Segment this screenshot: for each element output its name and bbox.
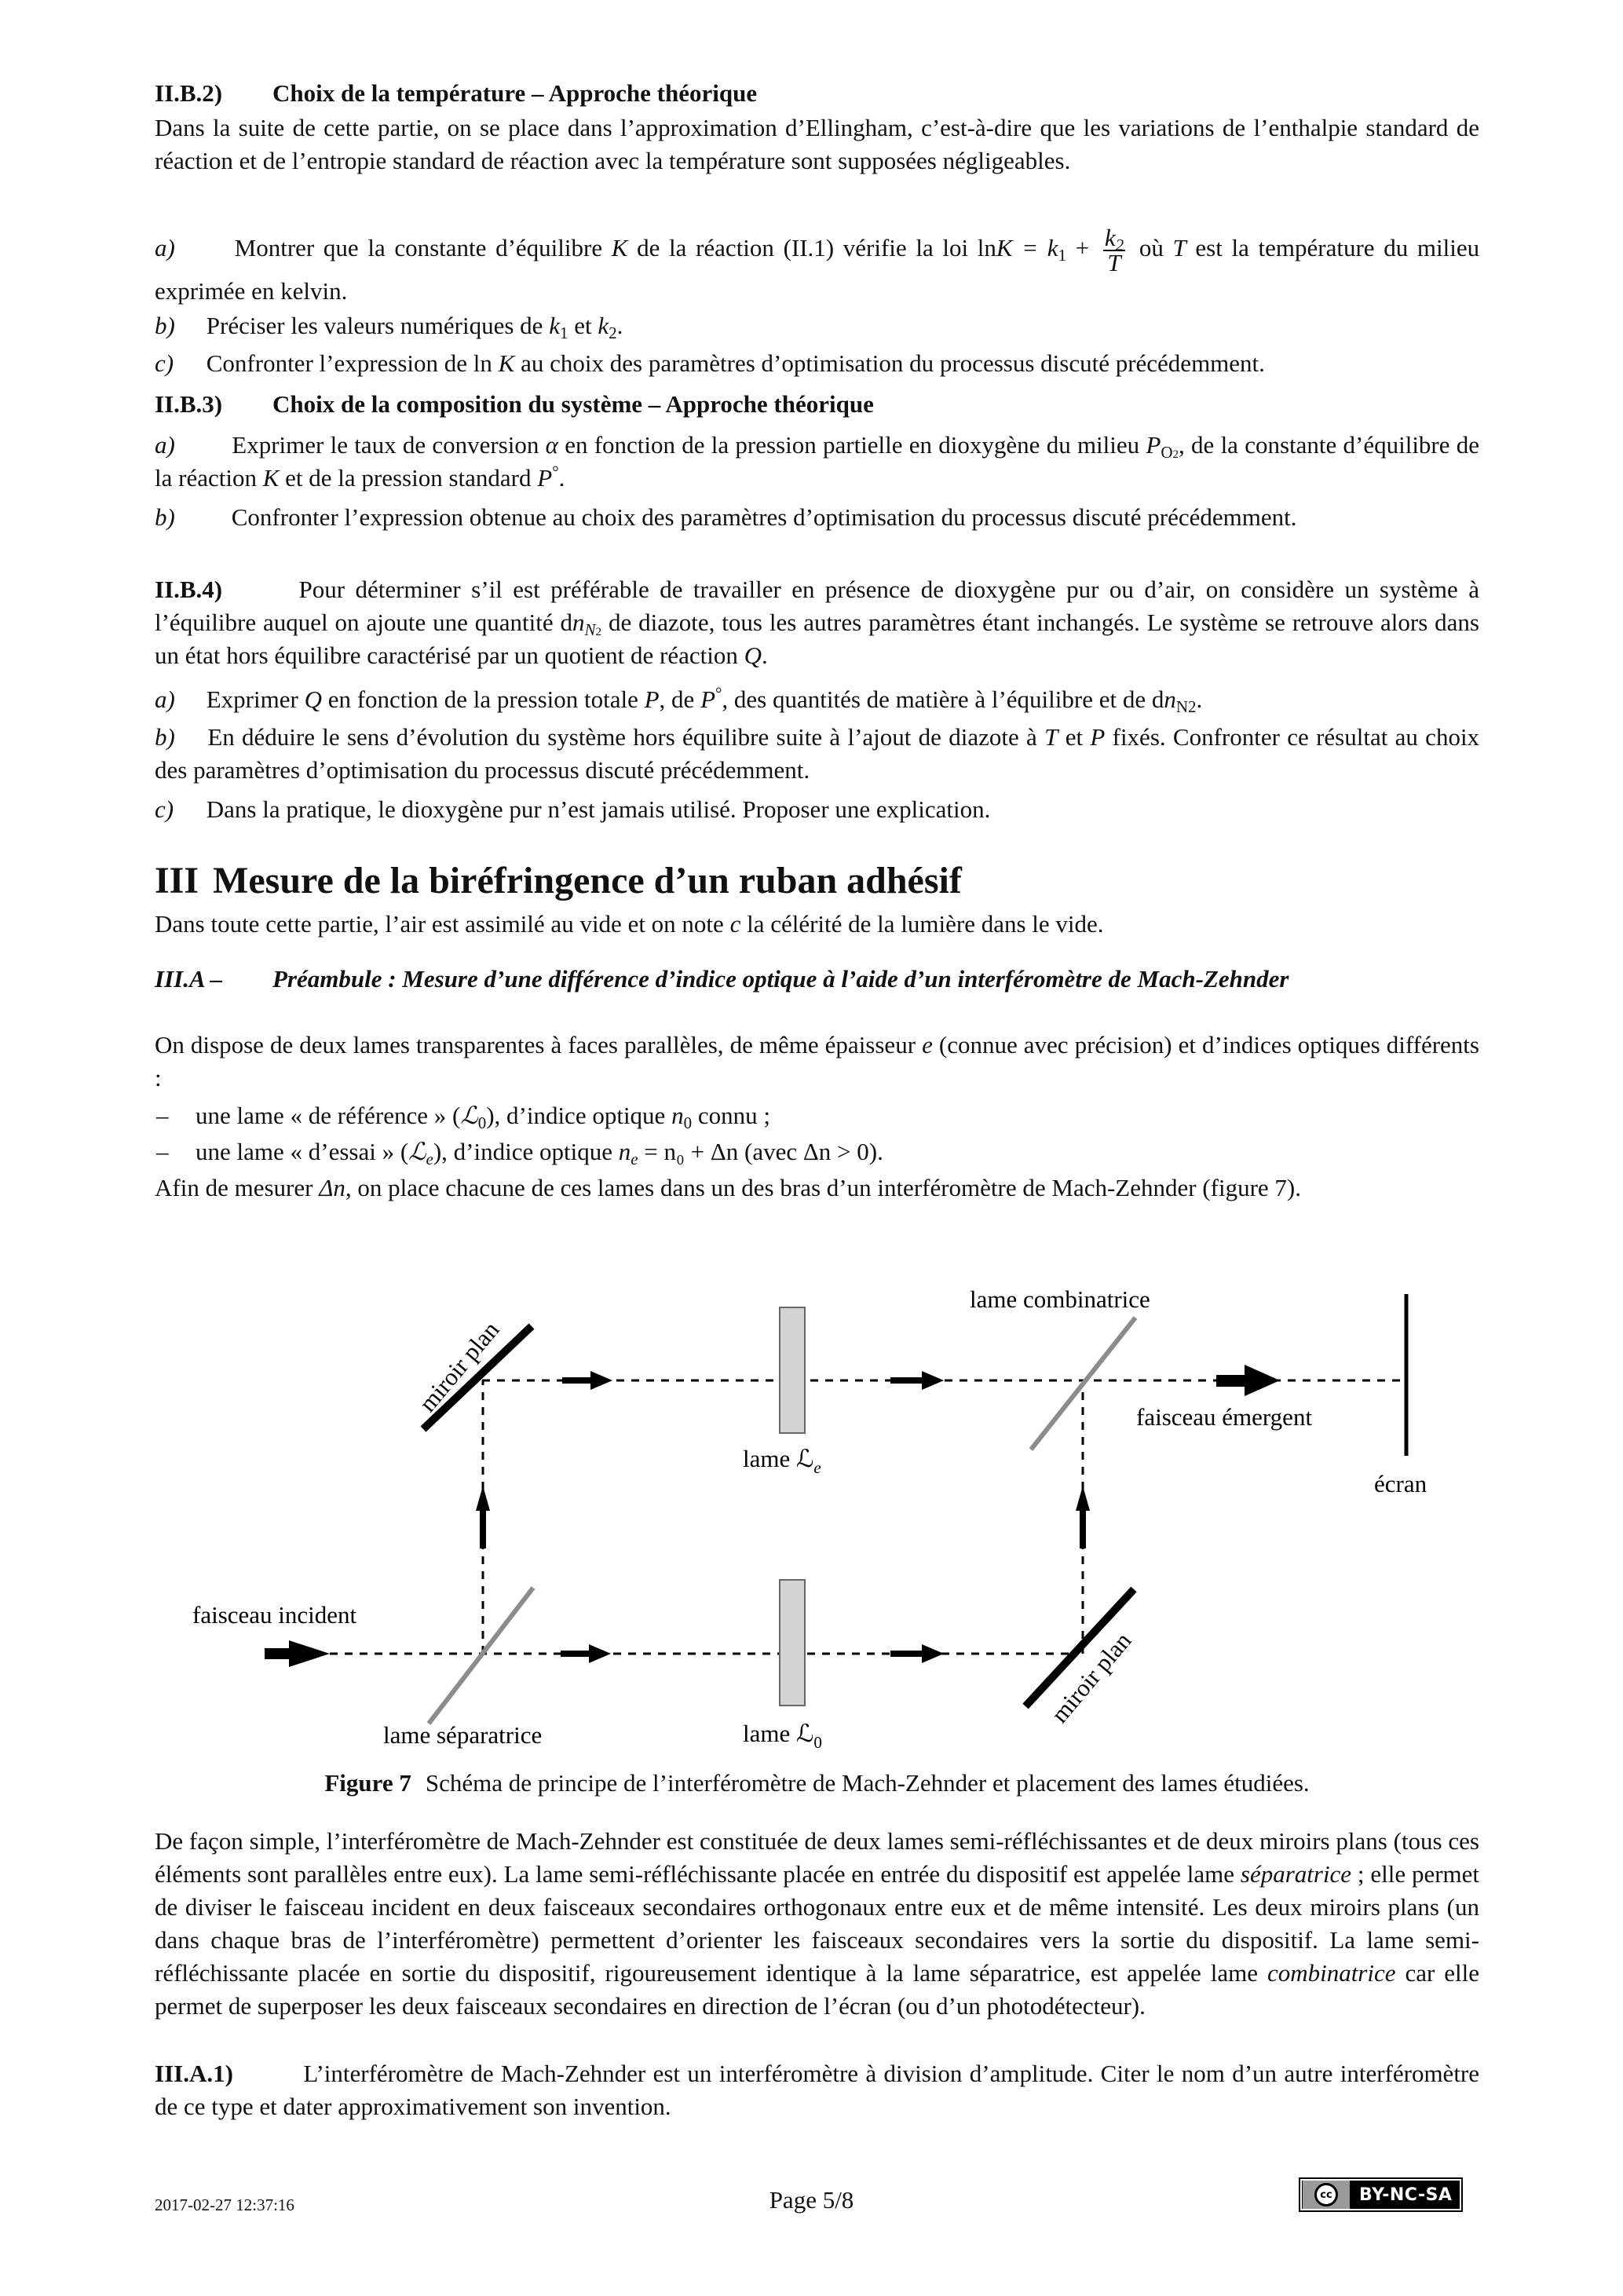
section-number: III.A – — [155, 965, 223, 993]
math-k2: k — [598, 312, 609, 339]
math-P: P — [1090, 723, 1106, 751]
list-bullet: – — [156, 1138, 169, 1165]
text: où — [1139, 234, 1164, 262]
math-sub: e — [426, 1150, 433, 1168]
question-number: III.A.1) — [155, 2060, 233, 2087]
label-miroir-plan-bottom: miroir plan — [1045, 1626, 1137, 1728]
cc-icon-area — [1303, 2181, 1350, 2209]
math-T: T — [1044, 723, 1058, 751]
text: , de la constante d’équilibre de la réaction — [155, 431, 1480, 492]
math-sub: 0 — [683, 1113, 693, 1132]
text: de diazote, tous les autres paramètres étant inchangés. Le système se retrouve alors dans un état hors équilibre caractérisé par un quotient de réaction — [155, 609, 1480, 669]
part-number: III — [155, 860, 199, 901]
beam-splitter-separatrice — [429, 1588, 533, 1724]
text: = n₀ + Δn (avec Δn > 0). — [644, 1138, 883, 1165]
section-number: II.B.2) — [155, 79, 223, 107]
label-lame-combinatrice: lame combinatrice — [970, 1285, 1150, 1313]
math-k1: k — [549, 312, 560, 339]
math-n: n — [671, 1102, 684, 1129]
figure-caption-text: Schéma de principe de l’interféromètre de Mach-Zehnder et placement des lames étudiées. — [425, 1769, 1310, 1797]
text: connu ; — [697, 1102, 770, 1129]
text: De façon simple, l’interféromètre de Mach-Zehnder est constituée de deux lames semi-réfléchissantes et de deux miroirs plans (tous ces éléments sont parallèles entre eux). La lame semi-réfléchissante placée en entrée du dispositif est appelée lame — [155, 1827, 1479, 1888]
emphasis: combinatrice — [1267, 1959, 1396, 1987]
arrow-emergent — [1216, 1365, 1280, 1396]
label-sub: 0 — [813, 1733, 822, 1752]
math-sub: N2 — [1175, 697, 1197, 716]
label-sub: e — [813, 1458, 821, 1477]
math-K: K — [996, 234, 1013, 262]
sub-O: O — [1161, 443, 1173, 462]
text: L’interféromètre de Mach-Zehnder est un interféromètre à division d’amplitude. Citer le nom d’un autre interféromètre de ce type et dater approximativement son invention. — [155, 2060, 1480, 2120]
label-lame-Le — [743, 1445, 821, 1477]
math-Q: Q — [304, 686, 322, 713]
text: On dispose de deux lames transparentes à faces parallèles, de même épaisseur — [155, 1031, 916, 1058]
math-K: K — [498, 349, 515, 377]
text: et de la pression standard — [285, 464, 532, 492]
text: Montrer que la constante d’équilibre — [234, 234, 603, 262]
text: la célérité de la lumière dans le vide. — [747, 910, 1104, 938]
text: , de — [659, 686, 695, 713]
text: et — [1065, 723, 1084, 751]
label-ecran: écran — [1374, 1470, 1427, 1497]
emphasis: séparatrice — [1240, 1860, 1352, 1888]
math-sub: 0 — [477, 1113, 487, 1132]
text: Pour déterminer s’il est préférable de travailler en présence de dioxygène pur ou d’air, on considère un système à l’équilibre auquel on ajoute une quantité d — [155, 576, 1479, 636]
section-title: Préambule : Mesure d’une différence d’indice optique à l’aide d’un interféromètre de Mach-Zehnder — [272, 965, 1289, 993]
section-number: II.B.4) — [155, 576, 223, 603]
label-faisceau-incident: faisceau incident — [192, 1601, 357, 1629]
text: ), d’indice optique — [433, 1138, 612, 1165]
math-sub: 1 — [1058, 246, 1067, 265]
math-sup: ° — [715, 683, 722, 703]
text: . — [1196, 686, 1203, 713]
question-label: b) — [155, 312, 175, 339]
text: Dans la pratique, le dioxygène pur n’est jamais utilisé. Proposer une explication. — [206, 795, 991, 823]
figure-number: Figure 7 — [324, 1769, 411, 1797]
paragraph-intro-IIB2: Dans la suite de cette partie, on se place dans l’approximation d’Ellingham, c’est-à-dire que les variations de l’enthalpie standard de réaction et de l’entropie standard de réaction avec la température sont supposées négligeables. — [155, 114, 1479, 174]
text: , des quantités de matière à l’équilibre et de d — [722, 686, 1164, 713]
fraction-denominator: T — [1107, 249, 1121, 276]
beam-arrows — [265, 1365, 1280, 1667]
text: Exprimer — [206, 686, 298, 713]
math-eq: = k — [1022, 234, 1058, 262]
part-title: Mesure de la biréfringence d’un ruban adhésif — [213, 860, 962, 901]
math-P: P — [644, 686, 660, 713]
math-sub: 2 — [1115, 236, 1124, 254]
question-label: c) — [155, 349, 174, 377]
math-e: e — [922, 1031, 933, 1058]
math-Pstd: P — [700, 686, 715, 713]
question-label: b) — [155, 503, 175, 531]
sub-2: 2 — [595, 626, 602, 638]
text: une lame « de référence » ( — [196, 1102, 461, 1129]
text: Dans toute cette partie, l’air est assimilé au vide et on note — [155, 910, 724, 938]
text: (connue avec précision) et d’indices optiques différents : — [155, 1031, 1479, 1091]
text: en fonction de la pression totale — [327, 686, 638, 713]
math-n: n — [572, 609, 585, 636]
paragraph-mach-zehnder-description — [155, 1825, 1479, 2023]
text: . — [558, 464, 565, 492]
sub-N: N — [584, 620, 596, 639]
arrow-top-1 — [562, 1371, 612, 1390]
math-sub: 2 — [609, 324, 617, 342]
label-text: lame ℒ — [743, 1445, 814, 1472]
section-title: Choix de la composition du système – Approche théorique — [272, 390, 874, 418]
math-P: P — [1146, 431, 1161, 459]
text: en fonction de la pression partielle en dioxygène du milieu — [565, 431, 1140, 459]
math-Q: Q — [744, 642, 762, 669]
text: ; elle permet de diviser le faisceau incident en deux faisceaux secondaires orthogonaux entre eux et de même intensité. Les deux miroirs plans (un dans chaque bras de l’interféromètre) permettent d’orienter les faisceaux secondaires vers la sortie du dispositif. La lame semi-réfléchissante placée en sortie du dispositif, rigoureusement identique à la lame séparatrice, est appelée lame — [155, 1860, 1480, 1987]
text: ), d’indice optique — [486, 1102, 666, 1129]
math-sub: 1 — [559, 324, 568, 342]
footer-timestamp: 2017-02-27 12:37:16 — [155, 2195, 294, 2214]
text: une lame « d’essai » ( — [196, 1138, 409, 1165]
math-sup: ° — [552, 462, 559, 481]
math-n: n — [1164, 686, 1176, 713]
question-label: b) — [155, 723, 175, 751]
arrow-incident — [265, 1640, 330, 1667]
text: de la réaction (II.1) vérifie la loi ln — [637, 234, 996, 262]
text: fixés. Confronter ce résultat au choix des paramètres d’optimisation du processus discuté précédemment. — [155, 723, 1480, 784]
sub-2: 2 — [1172, 448, 1179, 461]
cc-icon: cc — [1314, 2183, 1338, 2206]
arrow-top-2 — [890, 1371, 944, 1390]
label-faisceau-emergent: faisceau émergent — [1136, 1403, 1313, 1431]
arrow-bottom-2 — [890, 1644, 944, 1663]
arrow-bottom-1 — [561, 1644, 611, 1663]
text: Préciser les valeurs numériques de — [206, 312, 543, 339]
text: et — [574, 312, 592, 339]
math-alpha: α — [545, 431, 558, 459]
label-lame-L0 — [743, 1720, 822, 1752]
math-K: K — [611, 234, 628, 262]
plate-L0 — [780, 1580, 805, 1706]
text: En déduire le sens d’évolution du système hors équilibre suite à l’ajout de diazote à — [207, 723, 1037, 751]
label-lame-separatrice: lame séparatrice — [383, 1721, 543, 1749]
label-text: lame ℒ — [743, 1720, 814, 1747]
text: Confronter l’expression obtenue au choix des paramètres d’optimisation du processus discuté précédemment. — [231, 503, 1297, 531]
math-c: c — [729, 910, 741, 938]
question-label: c) — [155, 795, 174, 823]
math-L: ℒ — [408, 1138, 426, 1165]
question-label: a) — [155, 234, 175, 262]
license-text: BY-NC-SA — [1359, 2184, 1453, 2205]
license-badge — [1299, 2177, 1463, 2212]
section-number: II.B.3) — [155, 390, 223, 418]
math-L: ℒ — [460, 1102, 478, 1129]
math-T: T — [1172, 234, 1186, 262]
question-label: a) — [155, 431, 175, 459]
text: au choix des paramètres d’optimisation du processus discuté précédemment. — [521, 349, 1265, 377]
label-miroir-plan-top: miroir plan — [413, 1315, 505, 1417]
figure-caption — [155, 1767, 1479, 1800]
math-delta-n: Δn — [319, 1174, 345, 1201]
text: , on place chacune de ces lames dans un des bras d’un interféromètre de Mach-Zehnder (figure 7). — [345, 1174, 1301, 1201]
math-k: k — [1104, 224, 1116, 251]
plate-Le — [780, 1307, 805, 1433]
math-n: n — [618, 1138, 631, 1165]
math-sub: e — [631, 1150, 638, 1168]
arrow-left-up — [476, 1486, 490, 1548]
text: . — [616, 312, 623, 339]
question-label: a) — [155, 686, 175, 713]
text: Exprimer le taux de conversion — [232, 431, 539, 459]
text: Afin de mesurer — [155, 1174, 313, 1201]
text: . — [761, 642, 768, 669]
question-IIIA1 — [155, 2057, 1479, 2123]
section-title: Choix de la température – Approche théorique — [272, 79, 758, 107]
math-K: K — [262, 464, 280, 492]
list-bullet: – — [156, 1102, 169, 1129]
arrow-right-up — [1076, 1486, 1090, 1548]
text: car elle permet de superposer les deux faisceaux secondaires en direction de l’écran (ou d’un photodétecteur). — [155, 1959, 1480, 2020]
text: Confronter l’expression de ln — [206, 349, 492, 377]
text: est la température du milieu exprimée en kelvin. — [155, 234, 1480, 305]
math-Pstd: P — [537, 464, 553, 492]
footer-page-number: Page 5/8 — [769, 2186, 854, 2214]
math-plus: + — [1075, 234, 1090, 262]
